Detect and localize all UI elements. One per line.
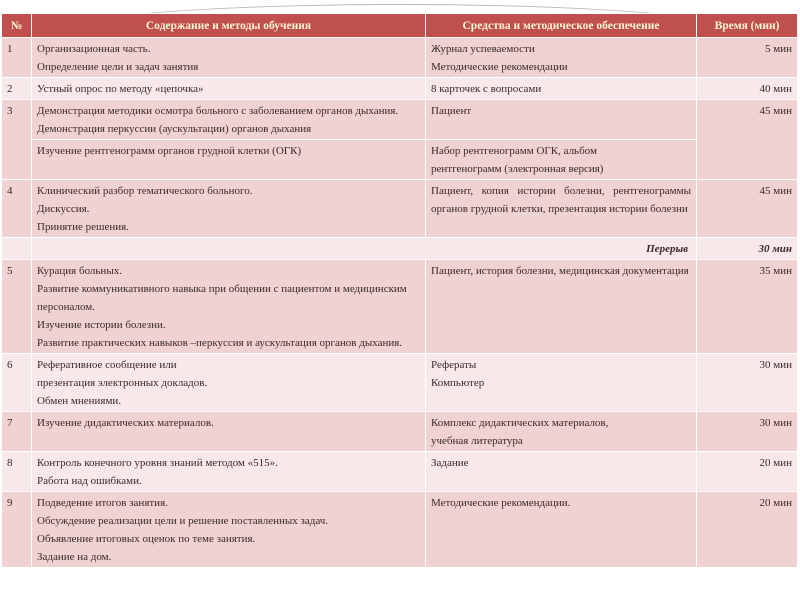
- row-means: Задание: [426, 452, 697, 492]
- content-line: Подведение итогов занятия.: [37, 497, 168, 509]
- content-line: Курация больных.: [37, 265, 122, 277]
- content-line: Определение цели и задач занятия: [37, 61, 199, 73]
- table-subrow: [2, 140, 798, 180]
- content-line: Развитие коммуникативного навыка при общении с пациентом и медицинским персоналом.: [37, 283, 407, 313]
- content-line: Задание на дом.: [37, 551, 112, 563]
- row-number: 7: [2, 412, 32, 452]
- row-content: [32, 180, 426, 238]
- means-line: Журнал успеваемости: [431, 43, 535, 55]
- break-label: Перерыв: [32, 238, 697, 260]
- row-means: Пациент, история болезни, медицинская документация: [426, 260, 697, 354]
- row-means: 8 карточек с вопросами: [426, 78, 697, 100]
- row-content: [32, 452, 426, 492]
- row-means: Методические рекомендации.: [426, 492, 697, 568]
- content-line: Работа над ошибками.: [37, 475, 142, 487]
- table-header-row: [2, 14, 798, 38]
- break-time: 30 мин: [697, 238, 798, 260]
- row-time: 45 мин: [697, 100, 798, 180]
- content-line: Контроль конечного уровня знаний методом «515».: [37, 457, 278, 469]
- row-content: Изучение дидактических материалов.: [32, 412, 426, 452]
- row-number: 5: [2, 260, 32, 354]
- content-line: Реферативное сообщение или: [37, 359, 177, 371]
- lesson-plan-table: [1, 13, 798, 568]
- row-time: 45 мин: [697, 180, 798, 238]
- header-means: Средства и методическое обеспечение: [426, 14, 697, 38]
- header-time: Время (мин): [697, 14, 798, 38]
- row-time: 5 мин: [697, 38, 798, 78]
- row-means: Пациент: [426, 100, 697, 140]
- row-number: 1: [2, 38, 32, 78]
- means-line: Компьютер: [431, 377, 485, 389]
- means-line: рентгенограмм (электронная версия): [431, 163, 604, 175]
- row-content: [32, 492, 426, 568]
- content-line: Принятие решения.: [37, 221, 129, 233]
- break-row: [2, 238, 798, 260]
- content-line: презентация электронных докладов.: [37, 377, 208, 389]
- row-subcontent: Изучение рентгенограмм органов грудной клетки (ОГК): [32, 140, 426, 180]
- means-line: Набор рентгенограмм ОГК, альбом: [431, 145, 597, 157]
- row-means: [426, 354, 697, 412]
- content-line: Обмен мнениями.: [37, 395, 122, 407]
- content-line: Клинический разбор тематического больного.: [37, 185, 253, 197]
- row-content: Демонстрация методики осмотра больного с заболеванием органов дыхания. Демонстрация перкуссии (аускультации) органов дыхания: [32, 100, 426, 140]
- content-line: Развитие практических навыков –перкуссия и аускультация органов дыхания.: [37, 337, 403, 349]
- means-line: Комплекс дидактических материалов,: [431, 417, 609, 429]
- content-line: Обсуждение реализации цели и решение поставленных задач.: [37, 515, 329, 527]
- row-number: 9: [2, 492, 32, 568]
- table-row: [2, 78, 798, 100]
- means-line: учебная литература: [431, 435, 523, 447]
- row-number: 4: [2, 180, 32, 238]
- row-time: 20 мин: [697, 492, 798, 568]
- row-number: 3: [2, 100, 32, 180]
- row-means: Пациент, копия истории болезни, рентгенограммы органов грудной клетки, презентация истории болезни: [426, 180, 697, 238]
- table-row: [2, 492, 798, 568]
- table-row: [2, 452, 798, 492]
- row-time: 40 мин: [697, 78, 798, 100]
- table-row: [2, 260, 798, 354]
- content-line: Организационная часть.: [37, 43, 151, 55]
- content-line: Объявление итоговых оценок по теме занятия.: [37, 533, 256, 545]
- row-number: 8: [2, 452, 32, 492]
- table-row: [2, 38, 798, 78]
- row-time: 20 мин: [697, 452, 798, 492]
- row-time: 30 мин: [697, 412, 798, 452]
- row-submeans: [426, 140, 697, 180]
- header-num: №: [2, 14, 32, 38]
- table-row: [2, 100, 798, 140]
- row-content: [32, 354, 426, 412]
- table-row: [2, 412, 798, 452]
- row-time: 35 мин: [697, 260, 798, 354]
- content-line: Дискуссия.: [37, 203, 90, 215]
- means-line: Методические рекомендации: [431, 61, 568, 73]
- row-means: [426, 38, 697, 78]
- row-content: [32, 260, 426, 354]
- means-line: Рефераты: [431, 359, 477, 371]
- row-time: 30 мин: [697, 354, 798, 412]
- row-content: [32, 38, 426, 78]
- row-content: Устный опрос по методу «цепочка»: [32, 78, 426, 100]
- header-content: Содержание и методы обучения: [32, 14, 426, 38]
- row-means: [426, 412, 697, 452]
- table-row: [2, 180, 798, 238]
- row-number: 6: [2, 354, 32, 412]
- row-number: 2: [2, 78, 32, 100]
- content-line: Изучение истории болезни.: [37, 319, 166, 331]
- table-row: [2, 354, 798, 412]
